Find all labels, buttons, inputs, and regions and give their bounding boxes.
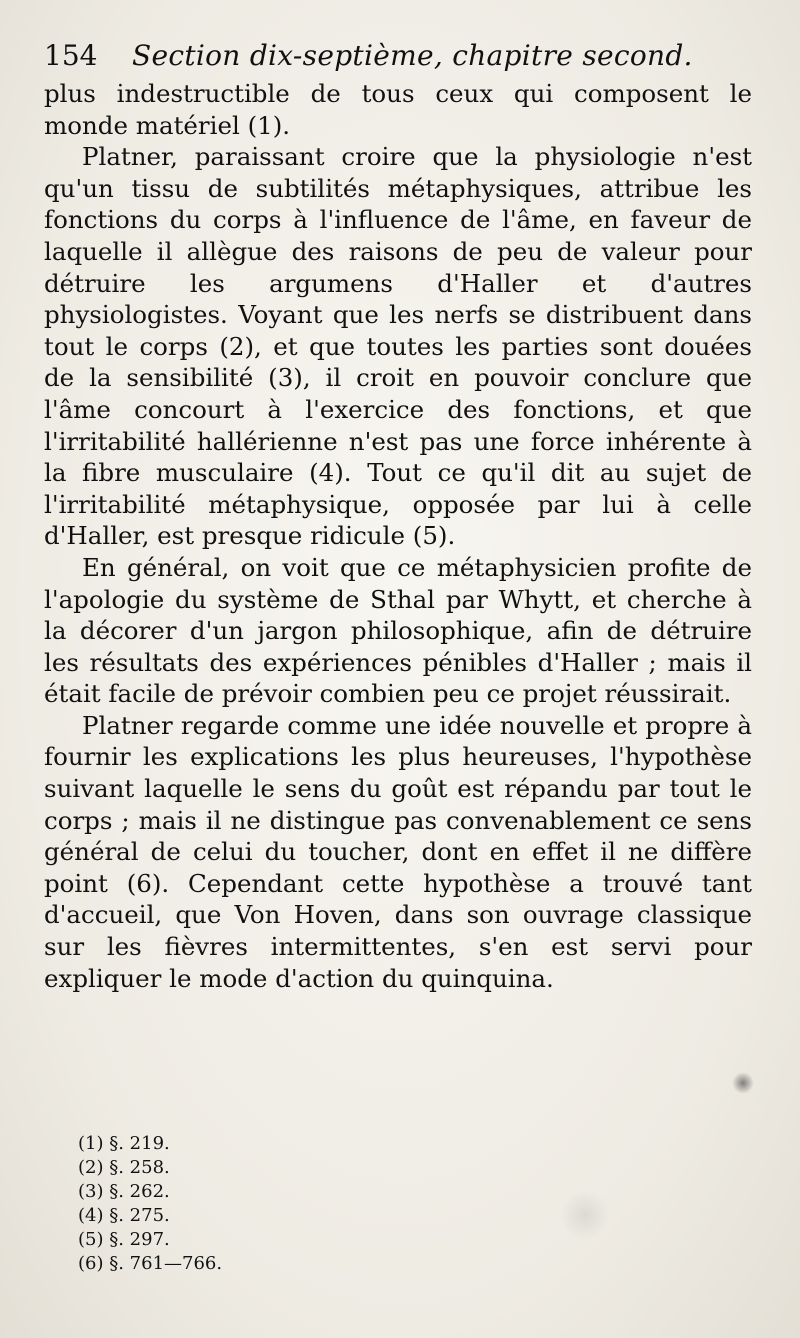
footnote-4: (4) §. 275. bbox=[78, 1205, 170, 1226]
footnote-1: (1) §. 219. bbox=[78, 1133, 170, 1154]
running-head bbox=[44, 34, 752, 78]
running-title: Section dix-septième, chapitre second. bbox=[132, 39, 693, 72]
paragraph-metaphysicien: En général, on voit que ce métaphysicien profite de l'apologie du système de Sthal par Whytt, et cherche à la décorer d'un jargon philosophique, afin de détruire les résultats des expériences pénibles d'Haller ; mais il était facile de prévoir combien peu ce projet réussirait. bbox=[44, 552, 752, 709]
paragraph-sens-du-gout: Platner regarde comme une idée nouvelle et propre à fournir les explications les plus heureuses, l'hypothèse suivant laquelle le sens du goût est répandu par tout le corps ; mais il ne distingue pas convenablement ce sens général de celui du toucher, dont en effet il ne diffère point (6). Cependant cette hypothèse a trouvé tant d'accueil, que Von Hoven, dans son ouvrage classique sur les fièvres intermittentes, s'en est servi pour expliquer le mode d'action du quinquina. bbox=[44, 710, 752, 993]
footnote-6: (6) §. 761—766. bbox=[78, 1253, 223, 1274]
footnotes bbox=[78, 1132, 222, 1276]
body-text bbox=[44, 78, 752, 994]
footnote-3: (3) §. 262. bbox=[78, 1181, 170, 1202]
paragraph-continuation: plus indestructible de tous ceux qui composent le monde matériel (1). bbox=[44, 79, 752, 140]
footnote-5: (5) §. 297. bbox=[78, 1229, 170, 1250]
ink-spot bbox=[732, 1072, 754, 1094]
footnote-2: (2) §. 258. bbox=[78, 1157, 170, 1178]
page-number: 154 bbox=[44, 39, 98, 72]
paragraph-platner-physiology: Platner, paraissant croire que la physiologie n'est qu'un tissu de subtilités métaphysiques, attribue les fonctions du corps à l'influence de l'âme, en faveur de laquelle il allègue des raisons de peu de valeur pour détruire les argumens d'Haller et d'autres physiologistes. Voyant que les nerfs se distribuent dans tout le corps (2), et que toutes les parties sont douées de la sensibilité (3), il croit en pouvoir conclure que l'âme concourt à l'exercice des fonctions, et que l'irritabilité hallérienne n'est pas une force inhérente à la fibre musculaire (4). Tout ce qu'il dit au sujet de l'irritabilité métaphysique, opposée par lui à celle d'Haller, est presque ridicule (5). bbox=[44, 142, 752, 551]
paper-stain bbox=[560, 1190, 610, 1240]
